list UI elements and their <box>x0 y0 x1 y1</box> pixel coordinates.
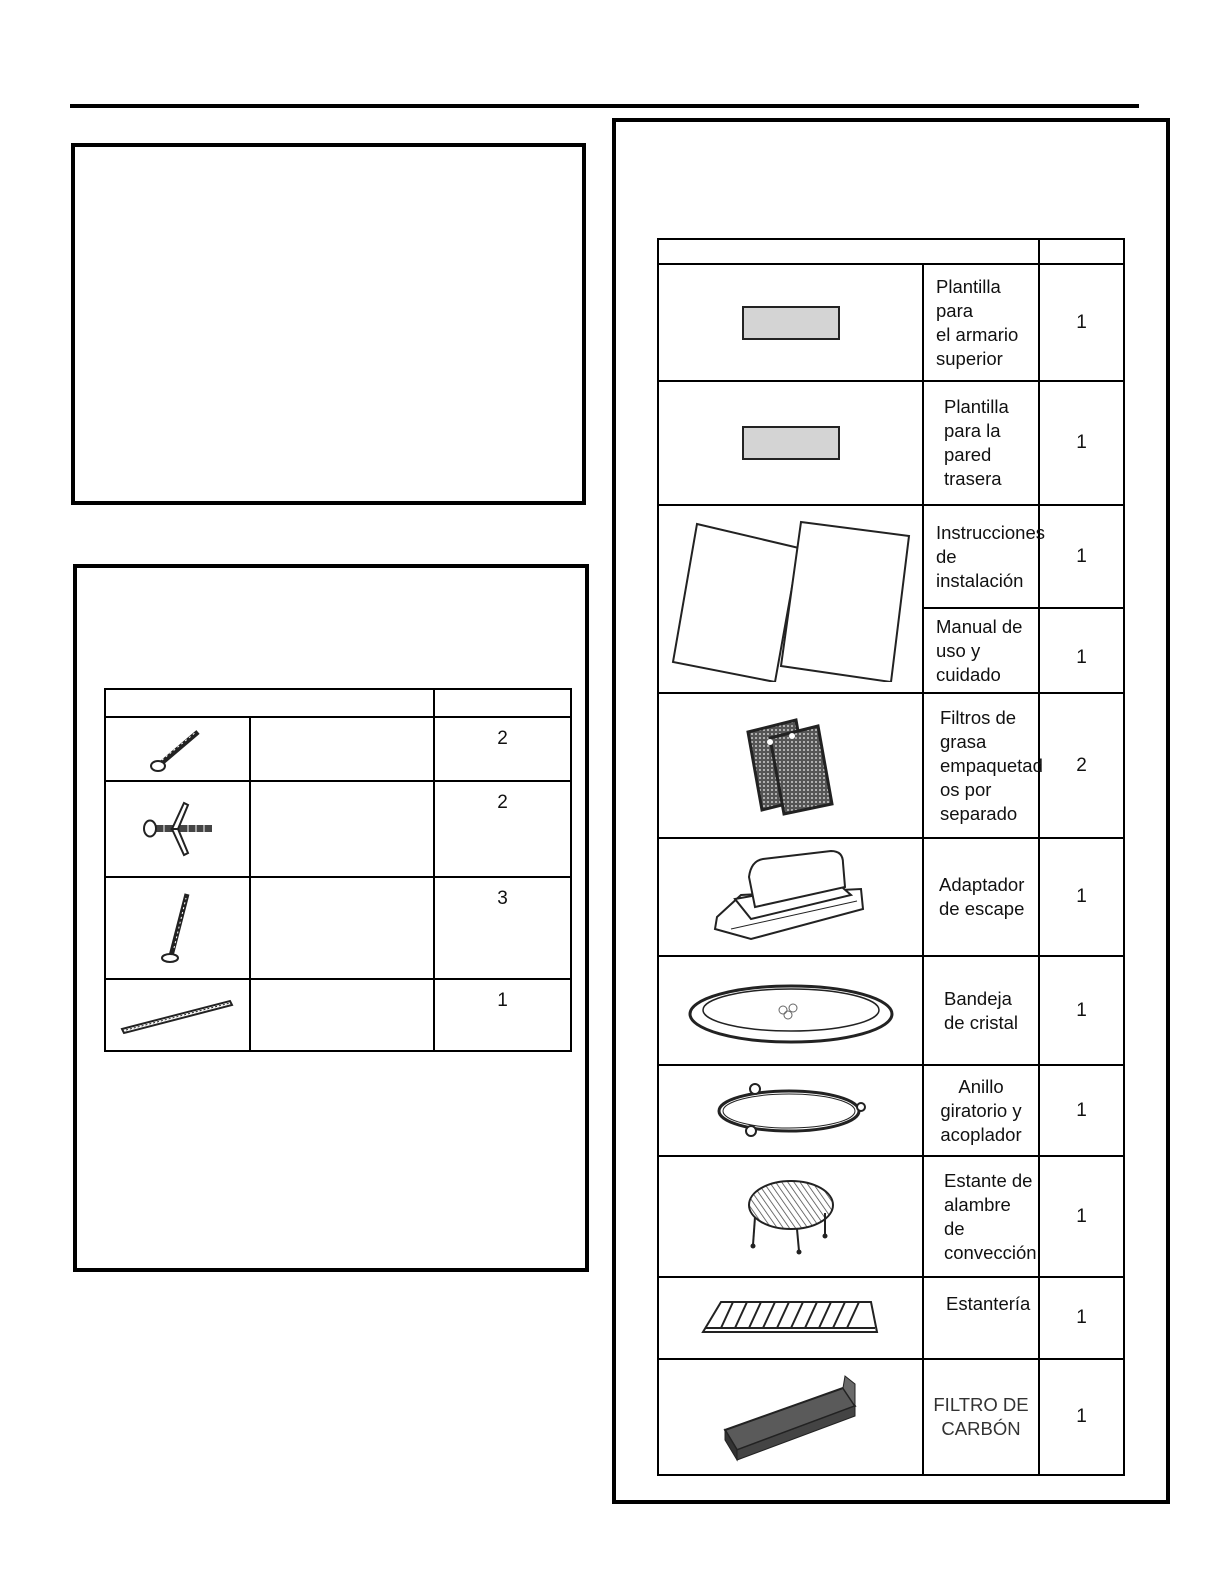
part-name-line: trasera <box>944 468 1002 489</box>
hardware-table <box>104 688 572 1052</box>
part-name-line: Instrucciones <box>936 521 1045 543</box>
part-image-cell <box>658 956 923 1065</box>
part-name <box>923 264 1039 381</box>
part-image-cell <box>658 1359 923 1475</box>
hardware-qty: 1 <box>434 979 571 1051</box>
shelf-icon <box>701 1298 881 1338</box>
table-row <box>658 505 1124 608</box>
part-name-line: Filtros de <box>940 706 1017 728</box>
hardware-desc-cell <box>250 877 434 979</box>
table-row <box>105 781 571 877</box>
grease-filters-icon <box>746 716 836 816</box>
part-name-line: Plantilla para <box>936 275 1001 321</box>
part-name-line: os por <box>940 778 992 800</box>
hardware-desc-cell <box>250 717 434 781</box>
part-name <box>923 838 1039 956</box>
hardware-icon-cell <box>105 979 250 1051</box>
part-name-line: uso y cuidado <box>936 639 1001 685</box>
part-name-line: de cristal <box>944 1011 1019 1033</box>
part-name-line: empaquetad <box>940 754 1043 776</box>
part-image-cell <box>658 1277 923 1359</box>
exhaust-adaptor-icon <box>711 847 871 947</box>
part-qty: 1 <box>1039 956 1124 1065</box>
part-name <box>923 505 1045 608</box>
part-name-line: para la <box>944 420 1001 441</box>
part-name-line: Estante de <box>944 1169 1033 1191</box>
parts-table <box>657 238 1125 1476</box>
screw-icon <box>148 724 208 774</box>
hardware-icon-cell <box>105 877 250 979</box>
part-name-line: Plantilla <box>944 396 1009 417</box>
part-image-cell <box>658 1156 923 1277</box>
template-icon <box>741 305 841 341</box>
part-name <box>923 956 1039 1065</box>
part-name-line: acoplador <box>940 1123 1022 1145</box>
table-row <box>658 956 1124 1065</box>
part-name-line: de escape <box>939 898 1025 919</box>
part-name-line: pared <box>944 444 992 465</box>
part-qty: 1 <box>1039 1277 1124 1359</box>
table-row <box>105 877 571 979</box>
top-rule <box>70 104 1139 108</box>
part-image-cell <box>658 505 923 693</box>
part-name-line: alambre de <box>944 1193 1011 1239</box>
part-name-line: Bandeja <box>944 987 1012 1009</box>
hardware-qty: 2 <box>434 781 571 877</box>
parts-header-row <box>658 239 1124 264</box>
part-name <box>923 1065 1039 1156</box>
documents-icon <box>671 516 911 682</box>
part-name-line: Manual de <box>936 615 1023 637</box>
table-row <box>658 1156 1124 1277</box>
table-row <box>658 693 1124 838</box>
part-qty: 1 <box>1039 381 1124 505</box>
hardware-header-row <box>105 689 571 717</box>
part-name-line: CARBÓN <box>941 1418 1021 1439</box>
turntable-ring-icon <box>711 1081 871 1141</box>
part-qty: 1 <box>1039 1065 1124 1156</box>
part-name <box>923 1156 1039 1277</box>
part-name-line: FILTRO DE <box>933 1394 1029 1415</box>
part-name-line: el armario <box>936 323 1019 345</box>
parts-header-part <box>658 239 1039 264</box>
table-row <box>658 838 1124 956</box>
part-name-line: superior <box>936 347 1003 369</box>
toggle-bolt-icon <box>138 799 218 859</box>
table-row <box>105 717 571 781</box>
part-name-line: Estantería <box>946 1293 1031 1314</box>
part-name-line: giratorio y <box>940 1099 1022 1121</box>
table-row <box>658 1065 1124 1156</box>
part-name <box>923 693 1043 838</box>
long-bolt-icon <box>153 888 203 968</box>
part-name <box>923 608 1039 693</box>
part-name-line: convección <box>944 1241 1037 1263</box>
part-qty: 1 <box>1039 1359 1124 1475</box>
part-qty: 1 <box>1039 608 1124 693</box>
part-name-line: Adaptador <box>939 874 1025 895</box>
convection-rack-icon <box>741 1177 841 1257</box>
part-image-cell <box>658 381 923 505</box>
part-name-line: de <box>936 545 957 567</box>
hardware-icon-cell <box>105 781 250 877</box>
mounting-strip-icon <box>118 995 238 1035</box>
table-row <box>658 1277 1124 1359</box>
table-row <box>105 979 571 1051</box>
hardware-desc-cell <box>250 979 434 1051</box>
template-icon <box>741 425 841 461</box>
hardware-qty: 2 <box>434 717 571 781</box>
part-qty: 1 <box>1039 264 1124 381</box>
part-name-line: instalación <box>936 569 1024 591</box>
part-qty: 1 <box>1039 505 1124 608</box>
notice-box <box>71 143 586 505</box>
glass-tray-icon <box>686 976 896 1046</box>
part-qty: 2 <box>1039 693 1124 838</box>
hardware-icon-cell <box>105 717 250 781</box>
hardware-header-qty <box>434 689 571 717</box>
part-name <box>923 381 1039 505</box>
part-name-line: separado <box>940 802 1018 824</box>
part-name-line: Anillo <box>958 1075 1004 1097</box>
part-name <box>923 1277 1039 1359</box>
part-qty: 1 <box>1039 838 1124 956</box>
table-row <box>658 1359 1124 1475</box>
table-row <box>658 381 1124 505</box>
part-image-cell <box>658 693 923 838</box>
charcoal-filter-icon <box>721 1372 861 1462</box>
table-row <box>658 264 1124 381</box>
hardware-header-part <box>105 689 434 717</box>
part-image-cell <box>658 1065 923 1156</box>
part-name-line: grasa <box>940 730 987 752</box>
part-name <box>923 1359 1039 1475</box>
parts-header-qty <box>1039 239 1124 264</box>
part-image-cell <box>658 264 923 381</box>
part-qty: 1 <box>1039 1156 1124 1277</box>
hardware-qty: 3 <box>434 877 571 979</box>
part-image-cell <box>658 838 923 956</box>
hardware-desc-cell <box>250 781 434 877</box>
